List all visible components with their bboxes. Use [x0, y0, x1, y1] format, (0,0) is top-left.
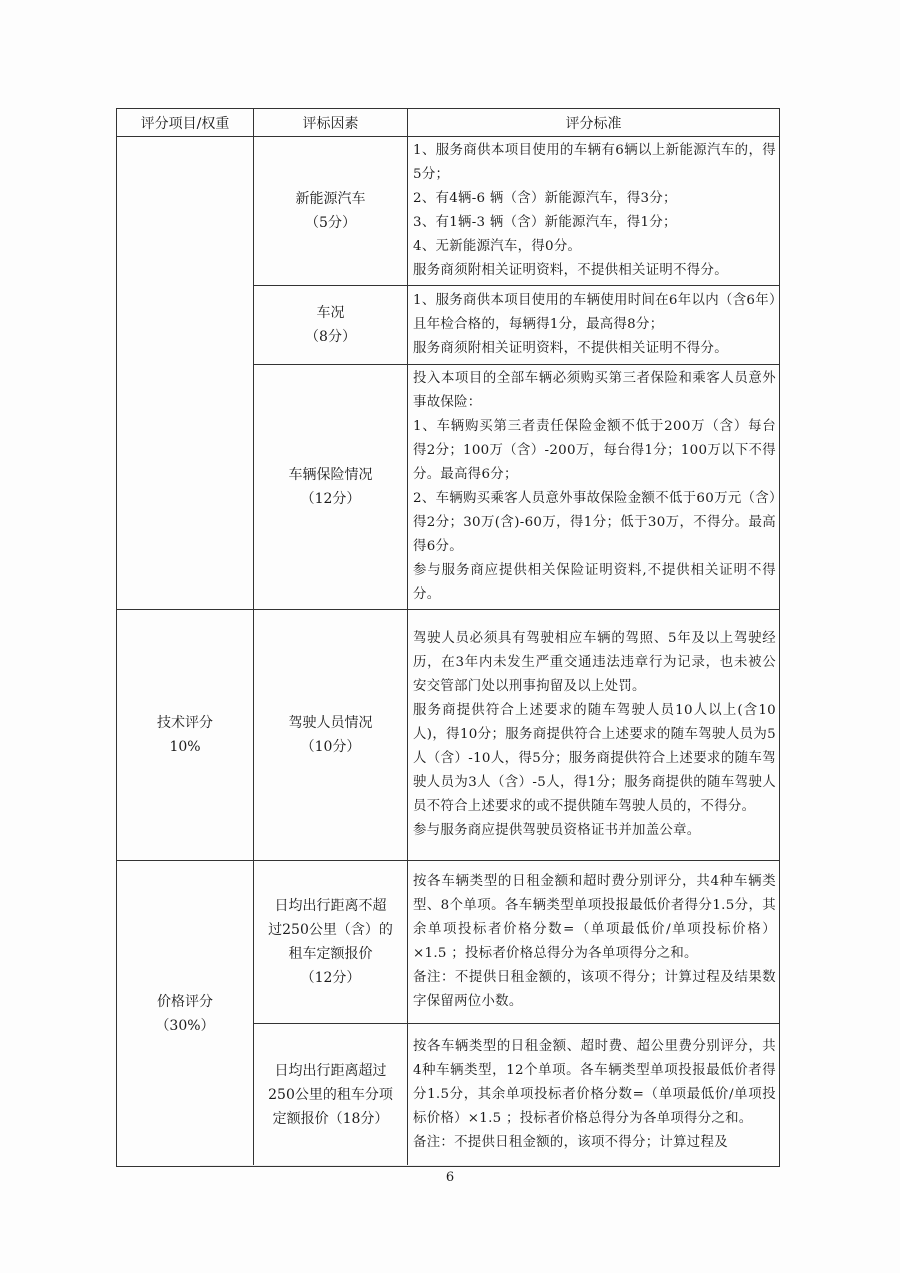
criteria-line: 1、车辆购买第三者责任保险金额不低于200万（含）每台得2分；100万（含）-200万，每台得1分；100万以下不得分。最高得6分；	[413, 419, 776, 482]
category-weight: （30%）	[155, 1017, 215, 1034]
factor-cell	[254, 137, 408, 286]
factor-name: 日均出行距离超过	[274, 1063, 387, 1079]
factor-name: 日均出行距离不超	[274, 898, 387, 914]
criteria-cell	[408, 610, 780, 861]
criteria-line: 2、有4辆-6 辆（含）新能源汽车，得3分；	[413, 191, 677, 206]
header-category: 评分项目/权重	[117, 109, 254, 137]
factor-cell	[254, 861, 408, 1024]
criteria-line: 1、服务商供本项目使用的车辆使用时间在6年以内（含6年）且年检合格的，每辆得1分，最高得8分；	[413, 293, 776, 332]
table-row	[117, 610, 780, 861]
criteria-cell	[408, 365, 780, 610]
factor-cell	[254, 365, 408, 610]
table-header-row	[117, 109, 780, 137]
factor-name: 车况	[316, 305, 345, 321]
factor-name: 驾驶人员情况	[288, 715, 373, 731]
criteria-line: 备注：不提供日租金额的，该项不得分；计算过程及结果数字保留两位小数。	[413, 970, 776, 1009]
criteria-cell	[408, 861, 780, 1024]
criteria-cell	[408, 137, 780, 286]
category-name: 价格评分	[157, 993, 213, 1010]
factor-cell	[254, 286, 408, 365]
criteria-line: 3、有1辆-3 辆（含）新能源汽车，得1分；	[413, 215, 677, 230]
factor-points: 定额报价（18分）	[272, 1111, 389, 1127]
table-row	[117, 137, 780, 286]
factor-name: 过250公里（含）的	[268, 922, 393, 938]
criteria-line: 参与服务商应提供驾驶员资格证书并加盖公章。	[413, 823, 701, 838]
category-cell	[117, 610, 254, 861]
factor-name: 新能源汽车	[295, 191, 366, 207]
category-cell-blank	[117, 137, 254, 610]
criteria-line: 投入本项目的全部车辆必须购买第三者保险和乘客人员意外事故保险：	[413, 371, 776, 410]
criteria-line: 备注：不提供日租金额的，该项不得分；计算过程及	[413, 1135, 728, 1150]
header-factor: 评标因素	[254, 109, 408, 137]
criteria-line: 4、无新能源汽车，得0分。	[413, 239, 582, 254]
factor-points: （10分）	[300, 739, 361, 755]
factor-points: （8分）	[305, 329, 356, 345]
header-criteria: 评分标准	[408, 109, 780, 137]
criteria-cell	[408, 1024, 780, 1167]
footer-divider	[200, 1165, 760, 1166]
criteria-line: 服务商提供符合上述要求的随车驾驶人员10人以上(含10人)，得10分；服务商提供符合上述要求的随车驾驶人员为5人（含）-10人，得5分；服务商提供符合上述要求的随车驾驶人员为3人（含）-5人，得1分；服务商提供的随车驾驶人员不符合上述要求的或不提供随车驾驶人员的，不得分。	[413, 703, 776, 814]
category-weight: 10%	[169, 739, 201, 755]
criteria-line: 2、车辆购买乘客人员意外事故保险金额不低于60万元（含）得2分；30万(含)-60万，得1分；低于30万，不得分。最高得6分。	[413, 491, 776, 554]
factor-name: 250公里的租车分项	[268, 1087, 393, 1103]
criteria-line: 1、服务商供本项目使用的车辆有6辆以上新能源汽车的，得5分；	[413, 143, 776, 182]
factor-points: （12分）	[300, 970, 361, 986]
criteria-line: 驾驶人员必须具有驾驶相应车辆的驾照、5年及以上驾驶经历，在3年内未发生严重交通违法违章行为记录，也未被公安交管部门处以刑事拘留及以上处罚。	[413, 631, 776, 694]
criteria-line: 按各车辆类型的日租金额、超时费、超公里费分别评分，共4种车辆类型，12个单项。各车辆类型单项投报最低价者得分1.5分，其余单项投标者价格分数=（单项最低价/单项投标价格）×1.5 ；投标者价格总得分为各单项得分之和。	[413, 1039, 776, 1126]
factor-points: （5分）	[305, 215, 356, 231]
table-row	[117, 861, 780, 1024]
factor-name: 租车定额报价	[288, 946, 373, 962]
page-number: 6	[445, 1170, 455, 1185]
category-cell	[117, 861, 254, 1167]
criteria-line: 按各车辆类型的日租金额和超时费分别评分，共4种车辆类型、8个单项。各车辆类型单项投报最低价者得分1.5分，其余单项投标者价格分数=（单项最低价/单项投标价格）×1.5 ；投标者价格总得分为各单项得分之和。	[413, 874, 776, 961]
criteria-line: 服务商须附相关证明资料，不提供相关证明不得分。	[413, 263, 728, 278]
category-name: 技术评分	[157, 715, 213, 731]
scoring-table	[116, 108, 780, 1167]
criteria-line: 服务商须附相关证明资料，不提供相关证明不得分。	[413, 341, 728, 356]
criteria-cell	[408, 286, 780, 365]
criteria-line: 参与服务商应提供相关保险证明资料,不提供相关证明不得分。	[413, 563, 776, 602]
factor-cell	[254, 610, 408, 861]
factor-name: 车辆保险情况	[288, 467, 373, 483]
factor-points: （12分）	[300, 491, 361, 507]
factor-cell	[254, 1024, 408, 1167]
